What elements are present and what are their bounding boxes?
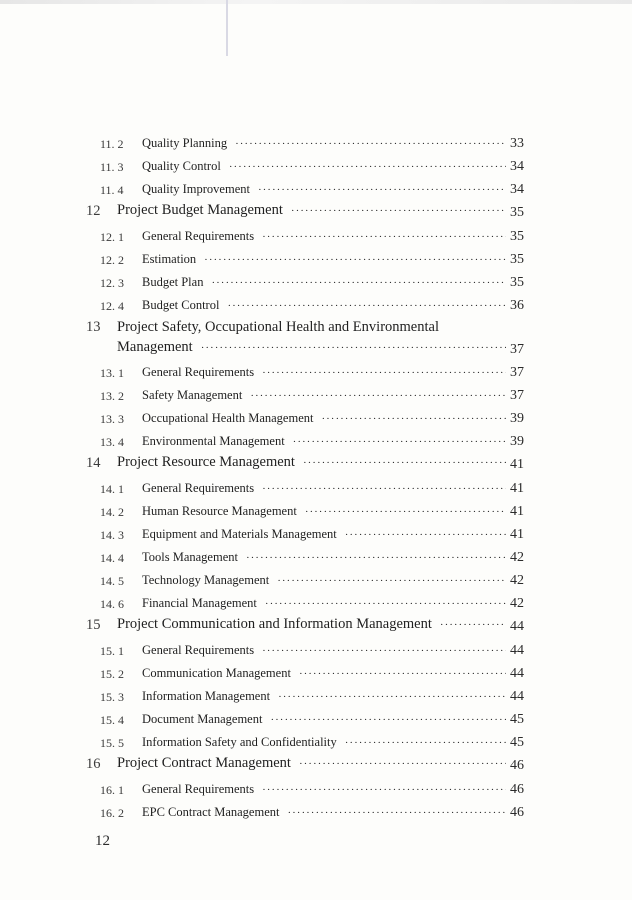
toc-entry-title: Document Management	[142, 712, 263, 726]
dot-leader	[204, 254, 506, 266]
toc-section-entry	[0, 570, 632, 593]
dot-leader	[291, 205, 506, 217]
toc-entry-number: 15	[86, 617, 101, 633]
toc-entry-title: Quality Control	[142, 159, 221, 173]
dot-leader	[293, 436, 506, 448]
toc-entry-page: 35	[510, 205, 524, 220]
toc-entry-title: Estimation	[142, 252, 197, 266]
toc-entry-number: 15. 4	[100, 713, 124, 727]
toc-entry-leader	[142, 643, 506, 658]
toc-entry-title: Project Communication and Information Management	[117, 616, 432, 632]
toc-entry-title: Tools Management	[142, 550, 238, 564]
toc-section-entry	[0, 593, 632, 616]
toc-entry-number: 14. 1	[100, 482, 124, 496]
dot-leader	[345, 737, 506, 749]
toc-entry-page: 42	[510, 573, 524, 588]
toc-entry-title: Project Resource Management	[117, 454, 295, 470]
dot-leader	[265, 598, 506, 610]
toc-entry-number: 13	[86, 319, 101, 335]
toc-entry-leader	[142, 504, 506, 519]
dot-leader	[246, 552, 506, 564]
toc-section-entry	[0, 156, 632, 179]
toc-entry-title: Quality Planning	[142, 136, 228, 150]
toc-entry-title: Safety Management	[142, 388, 243, 402]
toc-section-entry	[0, 686, 632, 709]
toc-entry-leader	[142, 365, 506, 380]
toc-entry-title: Budget Plan	[142, 275, 204, 289]
toc-entry-title: Environmental Management	[142, 434, 285, 448]
toc-entry-number: 13. 1	[100, 366, 124, 380]
dot-leader	[262, 784, 506, 796]
dot-leader	[270, 714, 506, 726]
toc-entry-leader	[142, 550, 506, 565]
toc-entry-leader	[142, 252, 506, 267]
toc-entry-number: 14. 4	[100, 551, 124, 565]
toc-chapter-entry	[0, 454, 632, 478]
toc-entry-leader	[142, 434, 506, 449]
toc-entry-number: 12. 4	[100, 299, 124, 313]
scan-artifact-line	[226, 0, 228, 56]
dot-leader	[262, 645, 506, 657]
toc-entry-number: 14. 5	[100, 574, 124, 588]
dot-leader	[229, 161, 506, 173]
toc-entry-number: 11. 4	[100, 183, 124, 197]
toc-entry-leader	[142, 527, 506, 542]
toc-entry-page: 46	[510, 782, 524, 797]
toc-entry-page: 42	[510, 596, 524, 611]
dot-leader	[299, 758, 506, 770]
toc-entry-page: 46	[510, 805, 524, 820]
toc-entry-page: 41	[510, 457, 524, 472]
toc-entry-number: 14. 2	[100, 505, 124, 519]
toc-entry-page: 46	[510, 758, 524, 773]
toc-entry-leader	[142, 275, 506, 290]
toc-entry-page: 44	[510, 689, 524, 704]
toc-section-entry	[0, 709, 632, 732]
toc-entry-number: 14. 6	[100, 597, 124, 611]
toc-entry-number: 12	[86, 203, 101, 219]
toc-chapter-entry	[0, 202, 632, 226]
toc-entry-leader	[117, 339, 506, 356]
toc-entry-page: 41	[510, 527, 524, 542]
toc-entry-number: 15. 1	[100, 644, 124, 658]
toc-chapter-entry	[0, 755, 632, 779]
toc-entry-page: 37	[510, 365, 524, 380]
toc-section-entry	[0, 249, 632, 272]
dot-leader	[440, 619, 506, 631]
toc-entry-title: Technology Management	[142, 573, 270, 587]
toc-entry-number: 13. 3	[100, 412, 124, 426]
toc-chapter-entry	[0, 318, 632, 339]
toc-entry-page: 35	[510, 252, 524, 267]
toc-entry-page: 41	[510, 481, 524, 496]
toc-entry-leader	[142, 388, 506, 403]
toc-entry-leader	[142, 712, 506, 727]
toc-entry-number: 14. 3	[100, 528, 124, 542]
toc-entry-leader	[117, 202, 506, 219]
toc-entry-title: General Requirements	[142, 481, 255, 495]
toc-entry-leader	[142, 573, 506, 588]
dot-leader	[278, 691, 506, 703]
dot-leader	[287, 807, 506, 819]
toc-entry-number: 11. 2	[100, 137, 124, 151]
toc-entry-title: Quality Improvement	[142, 182, 250, 196]
toc-section-entry	[0, 779, 632, 802]
toc-section-entry	[0, 362, 632, 385]
toc-entry-page: 44	[510, 643, 524, 658]
toc-entry-leader	[142, 596, 506, 611]
toc-entry-page: 44	[510, 666, 524, 681]
dot-leader	[258, 184, 506, 196]
toc-entry-number: 16. 2	[100, 806, 124, 820]
toc-entry-number: 15. 2	[100, 667, 124, 681]
dot-leader	[277, 575, 506, 587]
dot-leader	[201, 342, 506, 354]
toc-entry-page: 33	[510, 136, 524, 151]
toc-entry-title: Occupational Health Management	[142, 411, 314, 425]
toc-section-entry	[0, 295, 632, 318]
toc-entry-leader	[142, 782, 506, 797]
toc-entry-title: Equipment and Materials Management	[142, 527, 337, 541]
dot-leader	[227, 300, 506, 312]
toc-entry-leader	[142, 298, 506, 313]
dot-leader	[303, 457, 506, 469]
toc-section-entry	[0, 524, 632, 547]
toc-section-entry	[0, 478, 632, 501]
toc-entry-page: 44	[510, 619, 524, 634]
toc-chapter-entry	[0, 339, 632, 362]
toc-entry-leader	[142, 735, 506, 750]
toc-entry-page: 37	[510, 388, 524, 403]
toc-entry-page: 34	[510, 159, 524, 174]
toc-section-entry	[0, 385, 632, 408]
toc-entry-number: 15. 5	[100, 736, 124, 750]
toc-entry-title: Management	[117, 339, 193, 355]
toc-entry-title: Project Safety, Occupational Health and Environmental	[117, 319, 439, 335]
toc-entry-title: Project Contract Management	[117, 755, 291, 771]
toc-entry-title: General Requirements	[142, 782, 255, 796]
toc-entry-page: 42	[510, 550, 524, 565]
toc-section-entry	[0, 732, 632, 755]
toc-entry-title: Project Budget Management	[117, 202, 283, 218]
toc-entry-page: 36	[510, 298, 524, 313]
toc-entry-number: 11. 3	[100, 160, 124, 174]
toc-entry-title: EPC Contract Management	[142, 805, 280, 819]
toc-entry-leader	[142, 159, 506, 174]
toc-entry-leader	[142, 805, 506, 820]
toc-entry-page: 35	[510, 229, 524, 244]
dot-leader	[262, 367, 506, 379]
toc-section-entry	[0, 133, 632, 156]
toc-entry-leader	[142, 182, 506, 197]
toc-entry-leader	[142, 481, 506, 496]
dot-leader	[262, 483, 506, 495]
toc-section-entry	[0, 501, 632, 524]
toc-section-entry	[0, 431, 632, 454]
toc-entry-title: Information Management	[142, 689, 271, 703]
toc-chapter-entry	[0, 616, 632, 640]
dot-leader	[250, 390, 506, 402]
toc-entry-title: General Requirements	[142, 365, 255, 379]
toc-entry-number: 16	[86, 756, 101, 772]
dot-leader	[211, 277, 506, 289]
toc-entry-title: General Requirements	[142, 229, 255, 243]
toc-entry-title: General Requirements	[142, 643, 255, 657]
toc-entry-number: 13. 2	[100, 389, 124, 403]
toc-entry-leader	[142, 136, 506, 151]
toc-entry-page: 45	[510, 712, 524, 727]
toc-entry-number: 12. 2	[100, 253, 124, 267]
toc-entry-page: 39	[510, 434, 524, 449]
toc-entry-page: 45	[510, 735, 524, 750]
toc-section-entry	[0, 547, 632, 570]
toc-entry-title: Communication Management	[142, 666, 291, 680]
toc-section-entry	[0, 179, 632, 202]
toc-entry-number: 15. 3	[100, 690, 124, 704]
toc-section-entry	[0, 226, 632, 249]
footer-page-number: 12	[95, 833, 110, 849]
toc-entry-page: 41	[510, 504, 524, 519]
toc-entry-title: Human Resource Management	[142, 504, 297, 518]
scan-top-edge	[0, 0, 632, 4]
dot-leader	[345, 529, 506, 541]
dot-leader	[235, 138, 506, 150]
toc-entry-number: 16. 1	[100, 783, 124, 797]
toc-entry-title: Information Safety and Confidentiality	[142, 735, 337, 749]
toc-entry-leader	[142, 689, 506, 704]
toc-entry-page: 34	[510, 182, 524, 197]
toc-entry-leader	[142, 411, 506, 426]
toc-entry-page: 39	[510, 411, 524, 426]
toc-entry-page: 37	[510, 342, 524, 357]
table-of-contents	[0, 133, 632, 825]
dot-leader	[299, 668, 506, 680]
toc-entry-title: Financial Management	[142, 596, 257, 610]
toc-section-entry	[0, 272, 632, 295]
toc-entry-leader	[117, 616, 506, 633]
toc-entry-page: 35	[510, 275, 524, 290]
toc-entry-title: Budget Control	[142, 298, 220, 312]
dot-leader	[305, 506, 506, 518]
toc-entry-number: 12. 3	[100, 276, 124, 290]
toc-section-entry	[0, 663, 632, 686]
toc-entry-number: 14	[86, 455, 101, 471]
toc-entry-leader	[142, 666, 506, 681]
toc-entry-leader	[117, 755, 506, 772]
toc-section-entry	[0, 802, 632, 825]
dot-leader	[321, 413, 506, 425]
toc-entry-leader	[117, 454, 506, 471]
toc-entry-number: 12. 1	[100, 230, 124, 244]
dot-leader	[262, 231, 506, 243]
toc-entry-number: 13. 4	[100, 435, 124, 449]
toc-section-entry	[0, 408, 632, 431]
toc-entry-leader	[142, 229, 506, 244]
toc-section-entry	[0, 640, 632, 663]
